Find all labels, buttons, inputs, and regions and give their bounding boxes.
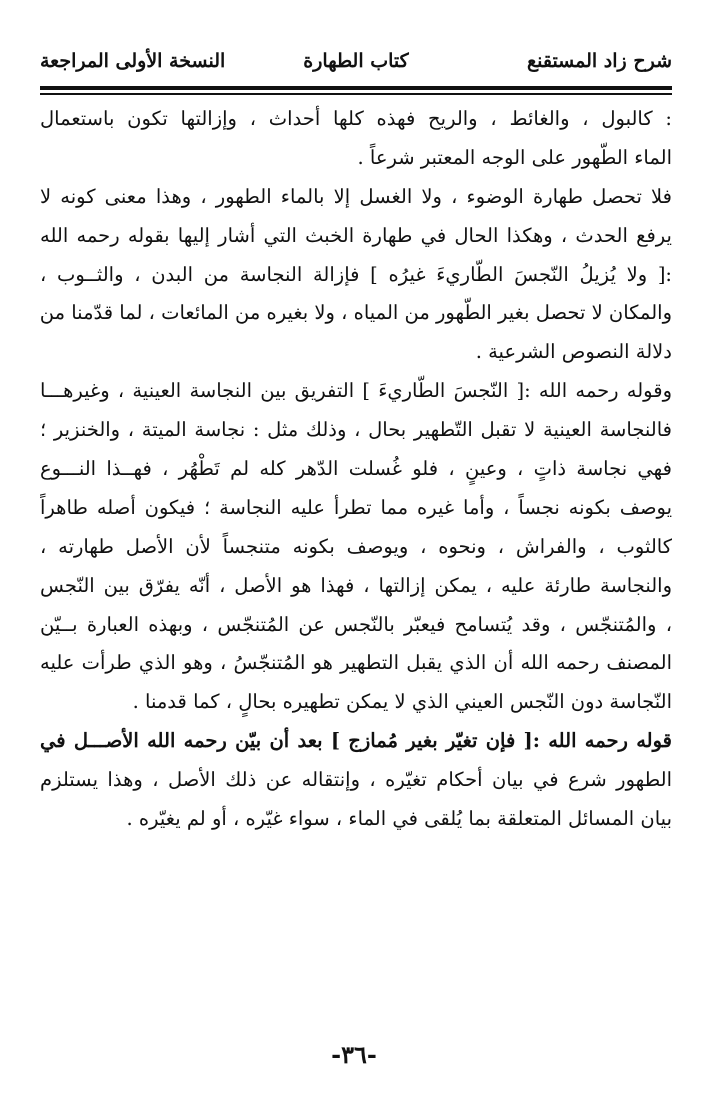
chapter-title: كتاب الطهارة bbox=[303, 50, 409, 72]
text-line: والمكان لا تحصل بغير الطّهور من المياه ، ولا بغيره من المائعات ، لما قدّمنا من bbox=[40, 301, 672, 325]
body-text bbox=[40, 100, 672, 839]
text-line: فهي نجاسة ذاتٍ ، وعينٍ ، فلو غُسلت الدّهر كله لم تَطْهُر ، فهــذا النـــوع bbox=[40, 457, 672, 481]
text-line: يوصف بكونه نجساً ، وأما غيره مما تطرأ عليه النجاسة ؛ فيكون أصله طاهراً bbox=[40, 495, 672, 519]
text-line: الطهور شرع في بيان أحكام تغيّره ، وإنتقاله عن ذلك الأصل ، وهذا يستلزم bbox=[40, 768, 672, 792]
text-line: الماء الطّهور على الوجه المعتبر شرعاً . bbox=[357, 145, 672, 169]
running-header bbox=[40, 50, 672, 84]
text-line: يرفع الحدث ، وهكذا الحال في طهارة الخبث التي أشار إليها بقوله رحمه الله bbox=[40, 223, 672, 247]
text-line: المصنف رحمه الله أن الذي يقبل التطهير هو المُتنجّسُ ، وهو الذي طرأت عليه bbox=[40, 651, 672, 675]
page-number: -٣٦- bbox=[331, 1040, 377, 1069]
book-title: شرح زاد المستقنع bbox=[526, 50, 672, 72]
text-line: قوله رحمه الله :[ فإن تغيّر بغير مُمازج ] بعد أن بيّن رحمه الله الأصـــل في bbox=[40, 729, 672, 753]
text-line: فالنجاسة العينية لا تقبل التّطهير بحال ، وذلك مثل : نجاسة الميتة ، والخنزير ؛ bbox=[40, 418, 672, 442]
text-line: كالثوب ، والفراش ، ونحوه ، ويوصف بكونه متنجساً لأن الأصل طهارته ، bbox=[40, 534, 672, 558]
header-rule-thick bbox=[40, 86, 672, 90]
text-line: وقوله رحمه الله :[ النّجسَ الطّاريءَ ] التفريق بين النجاسة العينية ، وغيرهـــا bbox=[40, 379, 672, 403]
text-line: والنجاسة طارئة عليه ، يمكن إزالتها ، فهذا هو الأصل ، أنّه يفرّق بين النّجس bbox=[40, 573, 672, 597]
text-line: : كالبول ، والغائط ، والريح فهذه كلها أحداث ، وإزالتها تكون باستعمال bbox=[40, 107, 672, 130]
text-line: دلالة النصوص الشرعية . bbox=[475, 340, 672, 364]
text-line: النّجاسة دون النّجس العيني الذي لا يمكن تطهيره بحالٍ ، كما قدمنا . bbox=[132, 690, 672, 714]
text-line: ، والمُتنجّس ، وقد يُتسامح فيعبّر بالنّجس عن المُتنجّس ، وبهذه العبارة بــيّن bbox=[40, 612, 672, 636]
text-line: بيان المسائل المتعلقة بما يُلقى في الماء ، سواء غيّره ، أو لم يغيّره . bbox=[126, 807, 672, 831]
text-line: :[ ولا يُزيلُ النّجسَ الطّاريءَ غيرُه ] فإزالة النجاسة من البدن ، والثــوب ، bbox=[40, 262, 672, 286]
text-line: فلا تحصل طهارة الوضوء ، ولا الغسل إلا بالماء الطهور ، وهذا معنى كونه لا bbox=[40, 184, 672, 208]
header-rule-thin bbox=[40, 93, 672, 95]
edition-note: النسخة الأولى المراجعة bbox=[40, 50, 226, 72]
